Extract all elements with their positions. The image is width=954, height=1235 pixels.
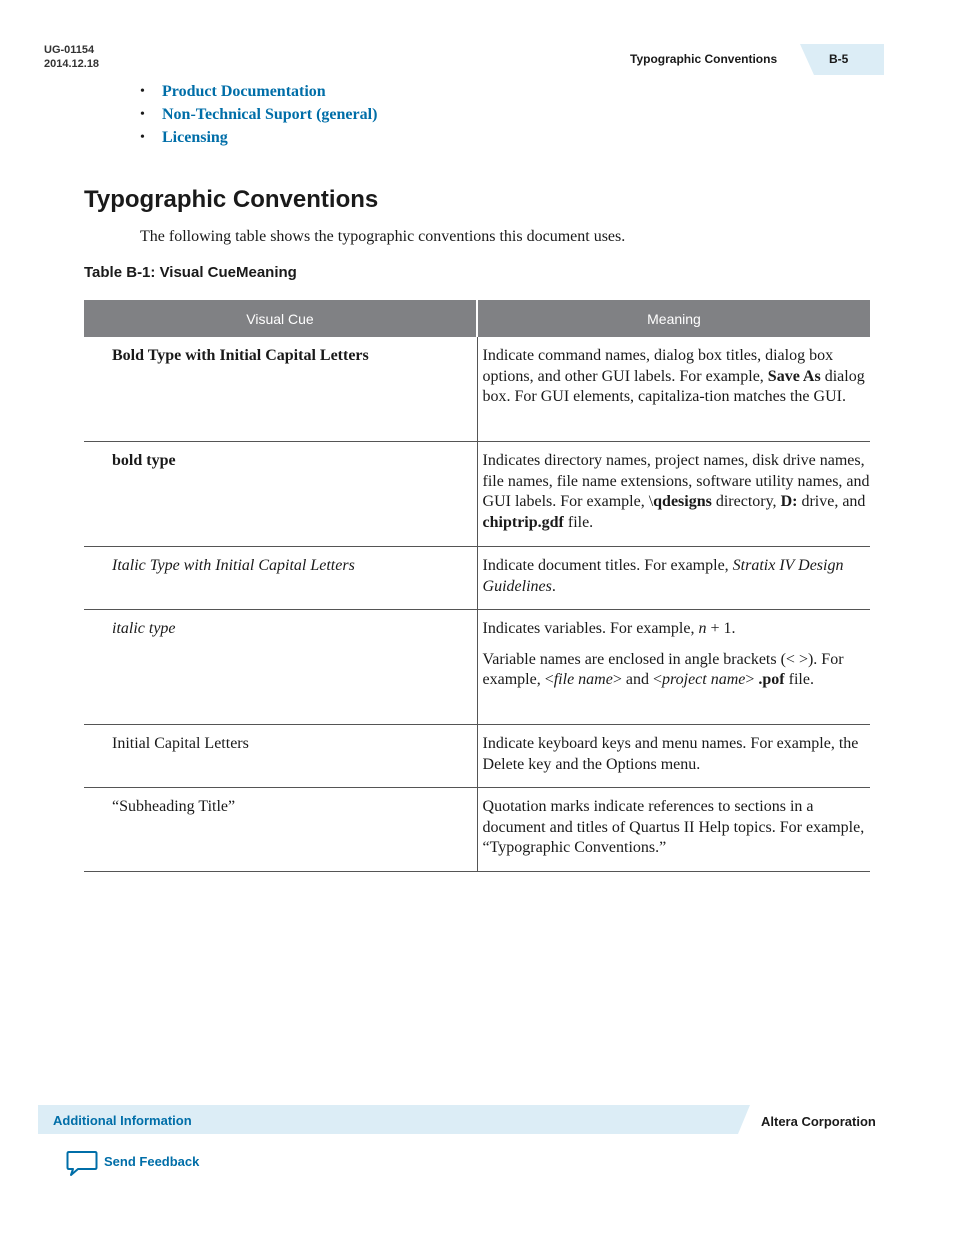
table-row bbox=[84, 547, 870, 610]
non-technical-support-link[interactable]: Non-Technical Suport (general) bbox=[162, 106, 378, 123]
cue-cell: “Subheading Title” bbox=[112, 798, 236, 815]
section-title: Typographic Conventions bbox=[84, 186, 379, 213]
meaning-cell bbox=[477, 547, 870, 609]
page-number: B-5 bbox=[829, 52, 849, 66]
speech-bubble-icon bbox=[66, 1150, 98, 1178]
table-row bbox=[84, 788, 870, 872]
meaning-paragraph: Quotation marks indicate references to sections in a document and titles of Quartus II Help topics. For example, “Typographic Conventions.” bbox=[482, 798, 865, 857]
meaning-paragraph: Indicate command names, dialog box titles, dialog box options, and other GUI labels. For example, Save As dialog box. For GUI elements, capitaliza-tion matches the GUI. bbox=[482, 347, 865, 406]
footer-company: Altera Corporation bbox=[761, 1114, 876, 1129]
bullet-icon: • bbox=[140, 107, 145, 122]
send-feedback-label: Send Feedback bbox=[104, 1154, 200, 1169]
cue-cell: bold type bbox=[112, 452, 176, 469]
table-row bbox=[84, 442, 870, 547]
document-date: 2014.12.18 bbox=[44, 58, 100, 70]
product-documentation-link[interactable]: Product Documentation bbox=[162, 83, 326, 100]
cue-cell: italic type bbox=[112, 620, 176, 637]
running-header-title: Typographic Conventions bbox=[630, 52, 778, 66]
meaning-paragraph: Indicate document titles. For example, Stratix IV Design Guidelines. bbox=[482, 557, 844, 595]
meaning-cell bbox=[477, 442, 870, 546]
meaning-cell bbox=[477, 788, 870, 871]
table-row bbox=[84, 337, 870, 442]
licensing-link[interactable]: Licensing bbox=[162, 129, 228, 146]
table-row bbox=[84, 610, 870, 725]
document-id: UG-01154 bbox=[44, 44, 95, 56]
meaning-paragraph: Indicate keyboard keys and menu names. For example, the Delete key and the Options menu. bbox=[482, 735, 859, 773]
cue-cell: Bold Type with Initial Capital Letters bbox=[112, 347, 369, 364]
meaning-paragraph: Indicates variables. For example, n + 1. bbox=[482, 620, 736, 637]
meaning-cell bbox=[477, 337, 870, 441]
document-id-block bbox=[44, 43, 99, 71]
conventions-table bbox=[84, 300, 870, 872]
cue-cell: Initial Capital Letters bbox=[112, 735, 249, 752]
meaning-paragraph: Indicates directory names, project names, disk drive names, file names, file name extensions, software utility names, and GUI labels. For example, \qdesigns directory, D: drive, and chiptrip.gdf file. bbox=[482, 452, 870, 531]
table-header-row bbox=[84, 300, 870, 337]
page-number-tab bbox=[800, 44, 884, 75]
additional-information-link[interactable]: Additional Information bbox=[53, 1113, 192, 1128]
header-meaning: Meaning bbox=[478, 300, 870, 337]
meaning-cell bbox=[477, 725, 870, 787]
table-caption: Table B-1: Visual CueMeaning bbox=[84, 264, 297, 281]
header-visual-cue: Visual Cue bbox=[84, 300, 476, 337]
table-row bbox=[84, 725, 870, 788]
meaning-cell bbox=[477, 610, 870, 724]
bullet-icon: • bbox=[140, 84, 145, 99]
cue-cell: Italic Type with Initial Capital Letters bbox=[112, 557, 355, 574]
meaning-paragraph: Variable names are enclosed in angle brackets (< >). For example, <file name> and <project name> .pof file. bbox=[482, 650, 844, 689]
intro-paragraph: The following table shows the typographic conventions this document uses. bbox=[140, 228, 626, 245]
bullet-icon: • bbox=[140, 130, 145, 145]
